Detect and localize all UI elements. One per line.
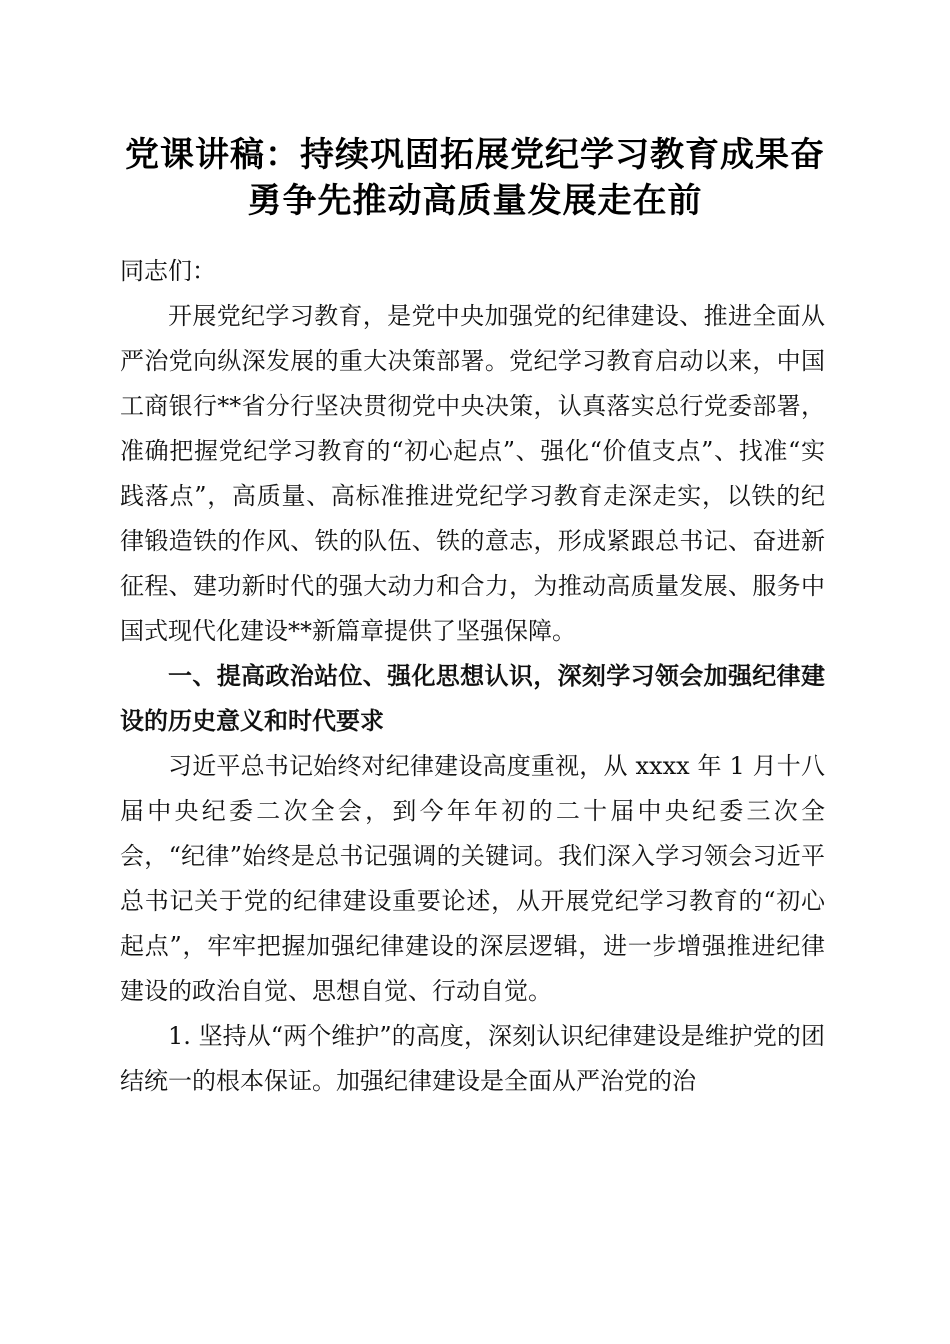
document-title <box>100 132 850 224</box>
salutation: 同志们： <box>120 257 216 285</box>
title-line-2: 勇争先推动高质量发展走在前 <box>247 181 703 221</box>
point-1-paragraph: 1. 坚持从“两个维护”的高度，深刻认识纪律建设是维护党的团结统一的根本保证。加强纪律建设是全面从严治党的治 <box>120 1022 825 1095</box>
intro-paragraph: 开展党纪学习教育，是党中央加强党的纪律建设、推进全面从严治党向纵深发展的重大决策部署。党纪学习教育启动以来，中国工商银行**省分行坚决贯彻党中央决策，认真落实总行党委部署，准确把握党纪学习教育的“初心起点”、强化“价值支点”、找准“实践落点”，高质量、高标准推进党纪学习教育走深走实，以铁的纪律锻造铁的作风、铁的队伍、铁的意志，形成紧跟总书记、奋进新征程、建功新时代的强大动力和合力，为推动高质量发展、服务中国式现代化建设**新篇章提供了坚强保障。 <box>120 302 825 645</box>
section-1-paragraph: 习近平总书记始终对纪律建设高度重视，从 xxxx 年 1 月十八届中央纪委二次全会，到今年年初的二十届中央纪委三次全会，“纪律”始终是总书记强调的关键词。我们深入学习领会习近平总书记关于党的纪律建设重要论述，从开展党纪学习教育的“初心起点”，牢牢把握加强纪律建设的深层逻辑，进一步增强推进纪律建设的政治自觉、思想自觉、行动自觉。 <box>120 752 825 1005</box>
document-body <box>120 249 825 1104</box>
title-line-1: 党课讲稿：持续巩固拓展党纪学习教育成果奋 <box>125 135 825 175</box>
section-heading-1: 一、提高政治站位、强化思想认识，深刻学习领会加强纪律建设的历史意义和时代要求 <box>120 662 825 735</box>
